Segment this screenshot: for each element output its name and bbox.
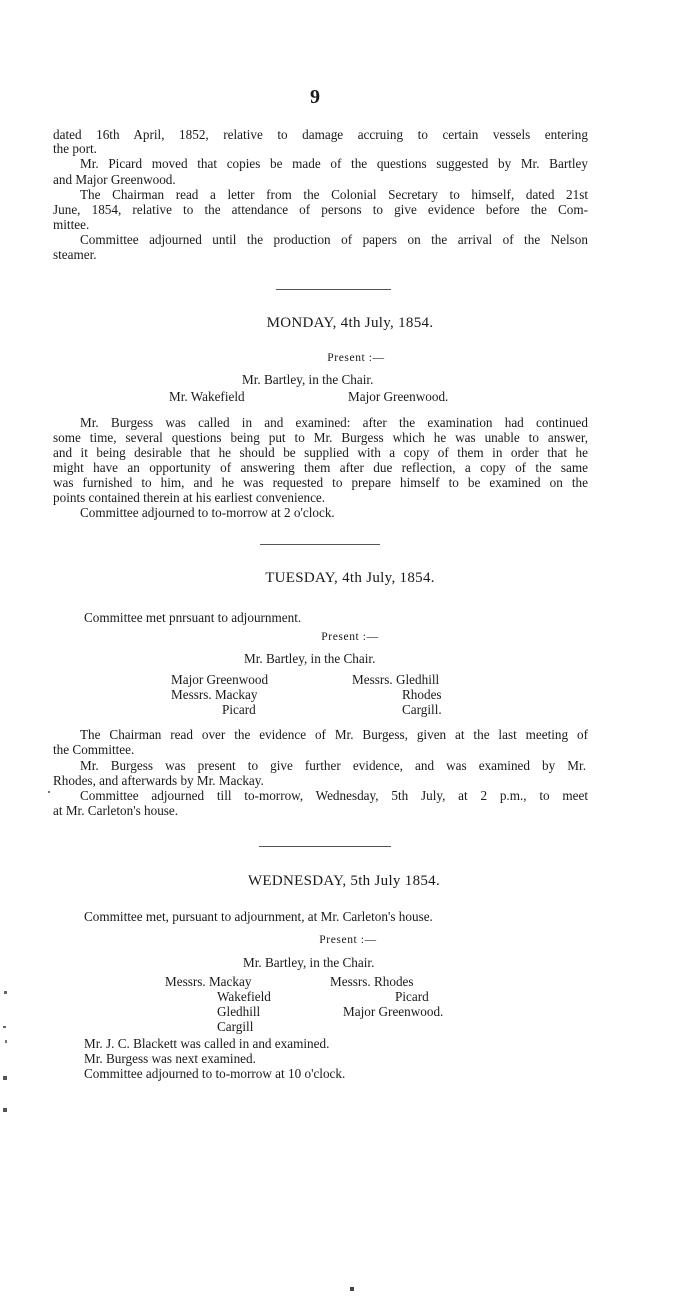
text-line: the port. bbox=[53, 141, 97, 156]
member-name: Messrs. Mackay bbox=[165, 974, 252, 989]
text-line: and Major Greenwood. bbox=[53, 172, 176, 187]
text-line: The Chairman read over the evidence of Mr. Burgess, given at the last meeting of bbox=[80, 727, 588, 742]
margin-speck bbox=[350, 1287, 354, 1291]
text-line: Committee adjourned to to-morrow at 2 o'clock. bbox=[80, 505, 335, 520]
text-line: points contained therein at his earliest convenience. bbox=[53, 490, 326, 505]
text-line: Committee adjourned till to-morrow, Wednesday, 5th July, at 2 p.m., to meet bbox=[80, 788, 588, 803]
margin-speck bbox=[3, 1026, 6, 1028]
member-name: Major Greenwood. bbox=[348, 389, 449, 404]
chair-line: Mr. Bartley, in the Chair. bbox=[244, 651, 376, 666]
section-heading: WEDNESDAY, 5th July 1854. bbox=[247, 873, 441, 889]
margin-speck bbox=[5, 1040, 7, 1043]
member-name: Messrs. Rhodes bbox=[330, 974, 414, 989]
text-line: the Committee. bbox=[53, 742, 135, 757]
text-line: The Chairman read a letter from the Colonial Secretary to himself, dated 21st bbox=[80, 187, 588, 202]
member-name: Cargill. bbox=[402, 702, 442, 717]
text-line: might have an opportunity of answering them after due reflection, a copy of the same bbox=[53, 460, 588, 475]
member-name: Picard bbox=[222, 702, 256, 717]
section-divider bbox=[276, 289, 391, 290]
member-name: Wakefield bbox=[217, 989, 271, 1004]
section-divider bbox=[260, 544, 380, 545]
present-label: Present :— bbox=[327, 352, 385, 364]
member-name: Rhodes bbox=[402, 687, 442, 702]
page-number: 9 bbox=[310, 86, 320, 108]
chair-line: Mr. Bartley, in the Chair. bbox=[243, 955, 375, 970]
text-line: Mr. Picard moved that copies be made of the questions suggested by Mr. Bartley bbox=[80, 156, 588, 171]
member-name: Messrs. Gledhill bbox=[352, 672, 440, 687]
present-label: Present :— bbox=[319, 934, 377, 946]
margin-speck bbox=[4, 991, 7, 994]
section-heading: MONDAY, 4th July, 1854. bbox=[266, 315, 434, 331]
meeting-note: Committee met, pursuant to adjournment, at Mr. Carleton's house. bbox=[84, 909, 433, 924]
text-line: some time, several questions being put to Mr. Burgess which he was unable to answer, bbox=[53, 430, 588, 445]
text-line: Mr. Burgess was present to give further evidence, and was examined by Mr. bbox=[80, 758, 586, 773]
section-heading: TUESDAY, 4th July, 1854. bbox=[265, 570, 435, 586]
margin-speck bbox=[3, 1108, 7, 1112]
text-line: Committee adjourned to to-morrow at 10 o'clock. bbox=[84, 1066, 346, 1081]
member-name: Major Greenwood bbox=[171, 672, 269, 687]
member-name: Picard bbox=[395, 989, 429, 1004]
text-line: dated 16th April, 1852, relative to damage accruing to certain vessels entering bbox=[53, 127, 588, 142]
text-line: Rhodes, and afterwards by Mr. Mackay. bbox=[53, 773, 264, 788]
text-line: June, 1854, relative to the attendance of persons to give evidence before the Com- bbox=[53, 202, 588, 217]
member-name: Messrs. Mackay bbox=[171, 687, 258, 702]
section-divider bbox=[259, 846, 391, 847]
text-line: at Mr. Carleton's house. bbox=[53, 803, 179, 818]
text-line: Mr. J. C. Blackett was called in and examined. bbox=[84, 1036, 330, 1051]
margin-speck bbox=[3, 1076, 7, 1080]
text-line: mittee. bbox=[53, 217, 90, 232]
member-name: Gledhill bbox=[217, 1004, 261, 1019]
text-line: and it being desirable that he should be supplied with a copy of them in order that he bbox=[53, 445, 588, 460]
text-line: Mr. Burgess was next examined. bbox=[84, 1051, 256, 1066]
text-line: was furnished to him, and he was requested to prepare himself to be examined on the bbox=[53, 475, 588, 490]
member-name: Major Greenwood. bbox=[343, 1004, 444, 1019]
chair-line: Mr. Bartley, in the Chair. bbox=[242, 372, 374, 387]
meeting-note: Committee met pnrsuant to adjournment. bbox=[84, 610, 302, 625]
member-name: Mr. Wakefield bbox=[169, 389, 245, 404]
member-name: Cargill bbox=[217, 1019, 254, 1034]
text-line: Committee adjourned until the production of papers on the arrival of the Nelson bbox=[80, 232, 588, 247]
present-label: Present :— bbox=[321, 631, 379, 643]
margin-speck bbox=[48, 791, 50, 793]
text-line: Mr. Burgess was called in and examined: after the examination had continued bbox=[80, 415, 588, 430]
text-line: steamer. bbox=[53, 247, 97, 262]
